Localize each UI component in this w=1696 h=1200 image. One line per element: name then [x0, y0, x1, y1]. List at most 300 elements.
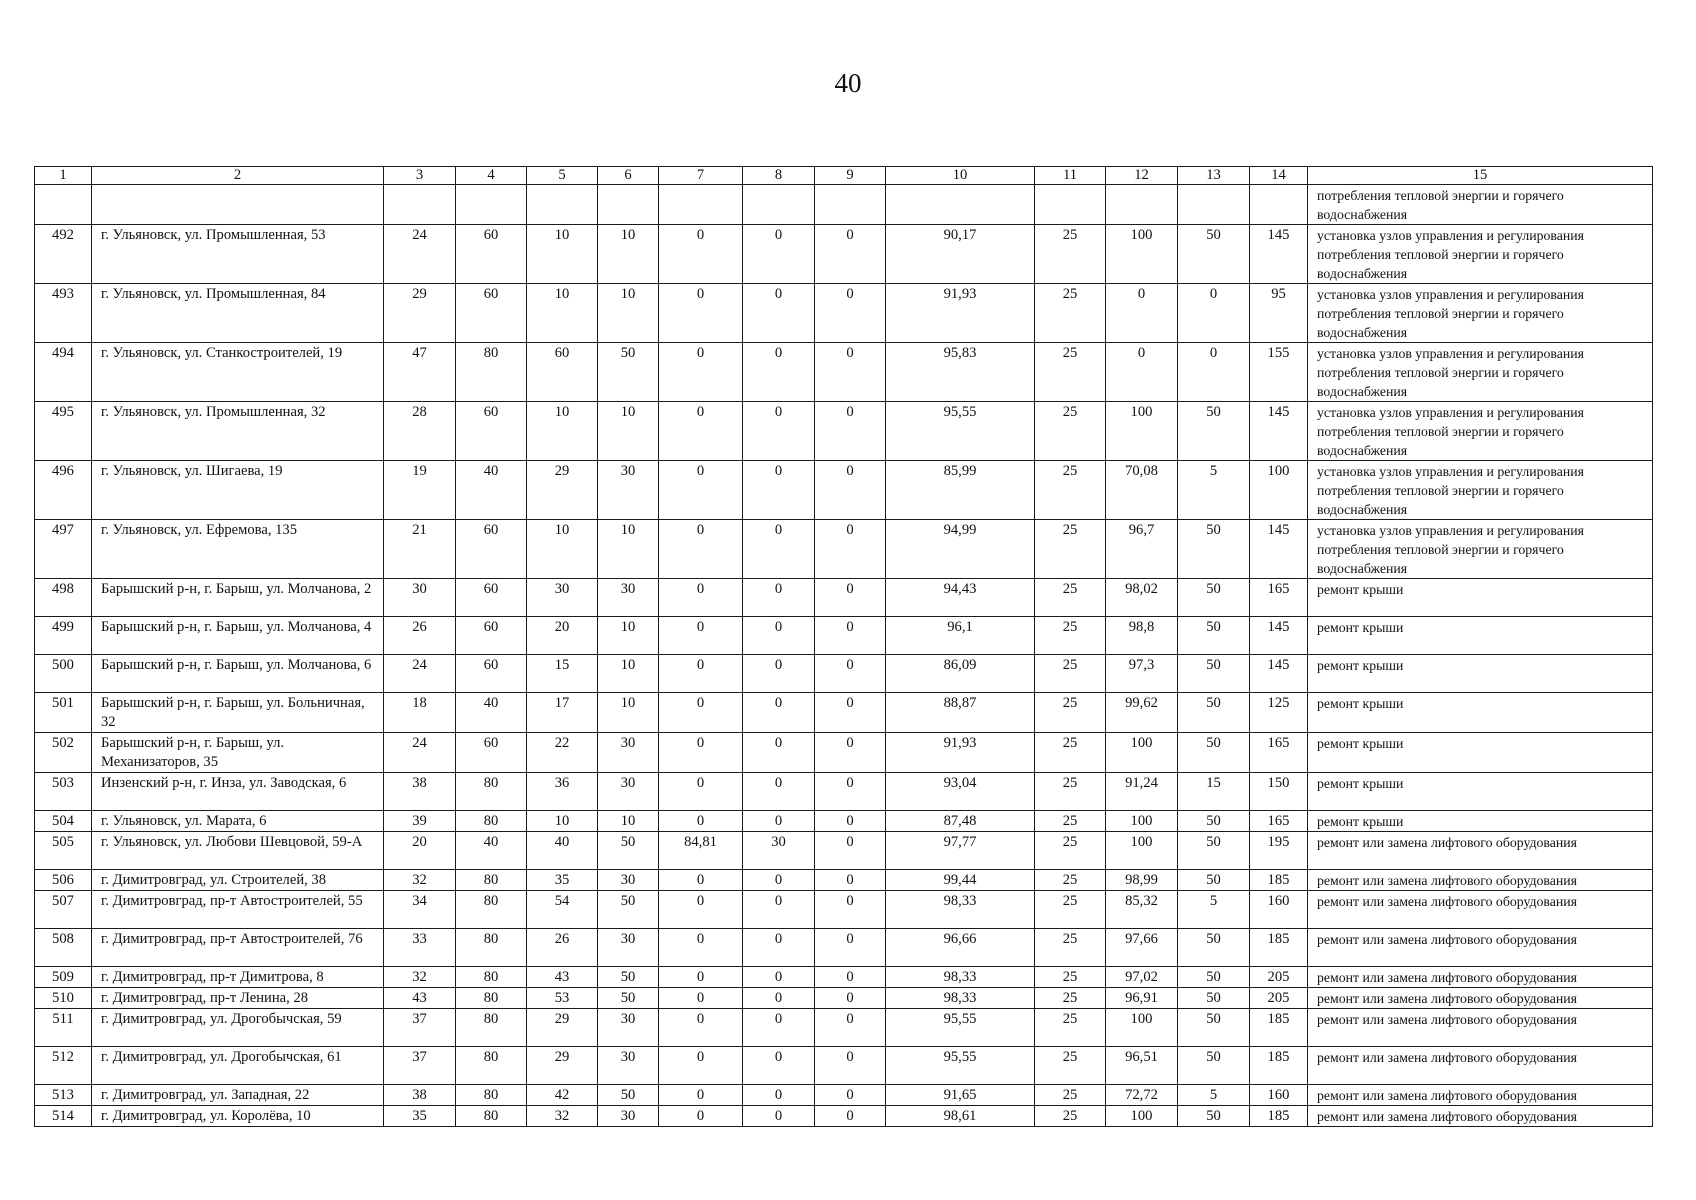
cell-c5: 35 — [527, 870, 598, 891]
cell-c7: 0 — [659, 1106, 743, 1127]
cell-c7: 0 — [659, 402, 743, 461]
cell-work-type: ремонт или замена лифтового оборудования — [1308, 929, 1653, 967]
cell-c11 — [1035, 185, 1106, 225]
cell-c11: 25 — [1035, 988, 1106, 1009]
cell-c14: 150 — [1250, 773, 1308, 811]
cell-c6: 10 — [598, 520, 659, 579]
cell-c8: 0 — [743, 617, 815, 655]
cell-work-type: установка узлов управления и регулирования потребления тепловой энергии и горячего водоснабжения — [1308, 402, 1653, 461]
cell-c7: 0 — [659, 988, 743, 1009]
cell-c14: 100 — [1250, 461, 1308, 520]
cell-c10: 94,43 — [886, 579, 1035, 617]
cell-c9: 0 — [815, 870, 886, 891]
cell-num: 501 — [35, 693, 92, 733]
cell-address: г. Ульяновск, ул. Промышленная, 32 — [92, 402, 384, 461]
cell-c3: 47 — [384, 343, 456, 402]
cell-address — [92, 185, 384, 225]
cell-c9: 9 — [815, 167, 886, 185]
cell-c10: 98,33 — [886, 988, 1035, 1009]
cell-address: г. Ульяновск, ул. Шигаева, 19 — [92, 461, 384, 520]
cell-c3: 32 — [384, 870, 456, 891]
cell-c12: 98,8 — [1106, 617, 1178, 655]
cell-c6: 30 — [598, 1106, 659, 1127]
cell-c13: 50 — [1178, 693, 1250, 733]
cell-c4: 80 — [456, 988, 527, 1009]
cell-c5: 42 — [527, 1085, 598, 1106]
cell-num: 500 — [35, 655, 92, 693]
cell-c12: 100 — [1106, 733, 1178, 773]
cell-c10: 98,33 — [886, 891, 1035, 929]
cell-work-type: ремонт крыши — [1308, 733, 1653, 773]
cell-c9: 0 — [815, 461, 886, 520]
cell-c3: 18 — [384, 693, 456, 733]
cell-c4: 80 — [456, 891, 527, 929]
cell-c5: 32 — [527, 1106, 598, 1127]
cell-c12: 100 — [1106, 811, 1178, 832]
cell-c13: 50 — [1178, 929, 1250, 967]
cell-c10: 91,93 — [886, 284, 1035, 343]
cell-c7: 0 — [659, 733, 743, 773]
cell-c3: 3 — [384, 167, 456, 185]
cell-c7: 0 — [659, 773, 743, 811]
cell-c7: 0 — [659, 520, 743, 579]
cell-c11: 25 — [1035, 1009, 1106, 1047]
cell-c14: 185 — [1250, 1047, 1308, 1085]
cell-c4: 80 — [456, 1009, 527, 1047]
cell-c4: 60 — [456, 284, 527, 343]
table-row — [35, 520, 1653, 579]
cell-c9: 0 — [815, 402, 886, 461]
cell-address: г. Ульяновск, ул. Ефремова, 135 — [92, 520, 384, 579]
cell-c5: 17 — [527, 693, 598, 733]
cell-c4: 80 — [456, 811, 527, 832]
cell-c9: 0 — [815, 967, 886, 988]
cell-c8: 0 — [743, 693, 815, 733]
cell-work-type: потребления тепловой энергии и горячего водоснабжения — [1308, 185, 1653, 225]
cell-address: г. Димитровград, ул. Дрогобычская, 59 — [92, 1009, 384, 1047]
cell-c13 — [1178, 185, 1250, 225]
cell-c6: 30 — [598, 1009, 659, 1047]
cell-c11: 25 — [1035, 891, 1106, 929]
cell-c7: 0 — [659, 225, 743, 284]
cell-c6: 50 — [598, 343, 659, 402]
cell-c11: 25 — [1035, 693, 1106, 733]
cell-c4: 80 — [456, 870, 527, 891]
cell-c8: 0 — [743, 343, 815, 402]
cell-c12: 97,02 — [1106, 967, 1178, 988]
cell-c11: 25 — [1035, 832, 1106, 870]
cell-c12: 100 — [1106, 402, 1178, 461]
cell-num — [35, 185, 92, 225]
cell-c12: 100 — [1106, 832, 1178, 870]
cell-address: г. Ульяновск, ул. Промышленная, 84 — [92, 284, 384, 343]
cell-work-type: ремонт или замена лифтового оборудования — [1308, 1009, 1653, 1047]
cell-c8: 0 — [743, 967, 815, 988]
cell-c11: 25 — [1035, 402, 1106, 461]
cell-address: г. Димитровград, пр-т Автостроителей, 76 — [92, 929, 384, 967]
cell-c6: 10 — [598, 225, 659, 284]
cell-address: г. Ульяновск, ул. Промышленная, 53 — [92, 225, 384, 284]
cell-c6: 50 — [598, 967, 659, 988]
cell-c7: 0 — [659, 967, 743, 988]
cell-c3: 43 — [384, 988, 456, 1009]
cell-c12: 98,02 — [1106, 579, 1178, 617]
cell-c3: 38 — [384, 773, 456, 811]
cell-c12: 70,08 — [1106, 461, 1178, 520]
cell-c6: 30 — [598, 1047, 659, 1085]
cell-c4: 80 — [456, 1085, 527, 1106]
cell-c11: 25 — [1035, 520, 1106, 579]
cell-c7: 84,81 — [659, 832, 743, 870]
cell-c5: 10 — [527, 402, 598, 461]
cell-c7: 7 — [659, 167, 743, 185]
cell-c4: 80 — [456, 929, 527, 967]
cell-c3: 37 — [384, 1009, 456, 1047]
cell-c3: 21 — [384, 520, 456, 579]
cell-num: 502 — [35, 733, 92, 773]
cell-c12: 99,62 — [1106, 693, 1178, 733]
cell-c14: 145 — [1250, 225, 1308, 284]
cell-c4: 60 — [456, 617, 527, 655]
cell-c13: 5 — [1178, 891, 1250, 929]
cell-c13: 50 — [1178, 1047, 1250, 1085]
table-row — [35, 773, 1653, 811]
cell-c3: 28 — [384, 402, 456, 461]
cell-c4: 60 — [456, 520, 527, 579]
cell-c9 — [815, 185, 886, 225]
cell-c9: 0 — [815, 1047, 886, 1085]
cell-c4: 60 — [456, 402, 527, 461]
cell-c8: 0 — [743, 655, 815, 693]
cell-c4: 60 — [456, 733, 527, 773]
cell-c4: 60 — [456, 579, 527, 617]
cell-c13: 50 — [1178, 967, 1250, 988]
continuation-row — [35, 185, 1653, 225]
cell-c12: 96,7 — [1106, 520, 1178, 579]
cell-c6: 30 — [598, 733, 659, 773]
cell-c13: 50 — [1178, 579, 1250, 617]
table-row — [35, 461, 1653, 520]
cell-num: 499 — [35, 617, 92, 655]
cell-c8: 0 — [743, 870, 815, 891]
cell-num: 508 — [35, 929, 92, 967]
cell-c10: 97,77 — [886, 832, 1035, 870]
cell-num: 494 — [35, 343, 92, 402]
cell-c12: 97,66 — [1106, 929, 1178, 967]
cell-num: 505 — [35, 832, 92, 870]
cell-num: 495 — [35, 402, 92, 461]
cell-c10: 88,87 — [886, 693, 1035, 733]
table-row — [35, 733, 1653, 773]
cell-c11: 25 — [1035, 1085, 1106, 1106]
cell-work-type: ремонт или замена лифтового оборудования — [1308, 870, 1653, 891]
cell-c9: 0 — [815, 891, 886, 929]
cell-c7: 0 — [659, 891, 743, 929]
cell-c6: 10 — [598, 402, 659, 461]
cell-c14: 145 — [1250, 655, 1308, 693]
cell-address: г. Димитровград, пр-т Ленина, 28 — [92, 988, 384, 1009]
cell-address: г. Димитровград, ул. Строителей, 38 — [92, 870, 384, 891]
cell-c9: 0 — [815, 693, 886, 733]
cell-c4: 80 — [456, 773, 527, 811]
cell-c8: 0 — [743, 520, 815, 579]
cell-c4: 80 — [456, 1106, 527, 1127]
cell-work-type: ремонт крыши — [1308, 811, 1653, 832]
cell-address: Барышский р-н, г. Барыш, ул. Молчанова, 6 — [92, 655, 384, 693]
cell-c11: 25 — [1035, 929, 1106, 967]
cell-num: 504 — [35, 811, 92, 832]
cell-c3: 38 — [384, 1085, 456, 1106]
cell-c3: 37 — [384, 1047, 456, 1085]
cell-c11: 25 — [1035, 773, 1106, 811]
cell-work-type: установка узлов управления и регулирования потребления тепловой энергии и горячего водоснабжения — [1308, 343, 1653, 402]
cell-c3 — [384, 185, 456, 225]
cell-work-type: ремонт или замена лифтового оборудования — [1308, 891, 1653, 929]
cell-c8: 0 — [743, 1047, 815, 1085]
cell-c6: 10 — [598, 655, 659, 693]
cell-address: Барышский р-н, г. Барыш, ул. Механизаторов, 35 — [92, 733, 384, 773]
cell-c5: 53 — [527, 988, 598, 1009]
table-body — [35, 167, 1653, 1127]
cell-c10: 96,66 — [886, 929, 1035, 967]
cell-c4: 60 — [456, 655, 527, 693]
cell-c8 — [743, 185, 815, 225]
table-row — [35, 1085, 1653, 1106]
cell-c13: 0 — [1178, 284, 1250, 343]
cell-num: 514 — [35, 1106, 92, 1127]
cell-c4: 80 — [456, 343, 527, 402]
cell-c5: 22 — [527, 733, 598, 773]
cell-address: г. Ульяновск, ул. Любови Шевцовой, 59-А — [92, 832, 384, 870]
cell-c14: 145 — [1250, 402, 1308, 461]
cell-c3: 24 — [384, 733, 456, 773]
cell-c10: 95,55 — [886, 402, 1035, 461]
cell-c14 — [1250, 185, 1308, 225]
cell-c12: 100 — [1106, 1106, 1178, 1127]
cell-num: 497 — [35, 520, 92, 579]
cell-work-type: ремонт или замена лифтового оборудования — [1308, 967, 1653, 988]
table-row — [35, 1106, 1653, 1127]
cell-address: Барышский р-н, г. Барыш, ул. Молчанова, 2 — [92, 579, 384, 617]
cell-c9: 0 — [815, 617, 886, 655]
cell-c13: 50 — [1178, 1009, 1250, 1047]
cell-work-type: ремонт крыши — [1308, 655, 1653, 693]
table-row — [35, 967, 1653, 988]
cell-c11: 25 — [1035, 967, 1106, 988]
cell-c14: 160 — [1250, 891, 1308, 929]
cell-c6: 30 — [598, 461, 659, 520]
cell-c11: 25 — [1035, 655, 1106, 693]
cell-c11: 25 — [1035, 225, 1106, 284]
cell-c3: 20 — [384, 832, 456, 870]
cell-c11: 25 — [1035, 870, 1106, 891]
cell-c11: 25 — [1035, 579, 1106, 617]
cell-c9: 0 — [815, 733, 886, 773]
cell-c8: 0 — [743, 733, 815, 773]
cell-c8: 0 — [743, 1085, 815, 1106]
cell-c12: 91,24 — [1106, 773, 1178, 811]
cell-work-type: ремонт или замена лифтового оборудования — [1308, 1047, 1653, 1085]
cell-c6: 10 — [598, 617, 659, 655]
cell-c11: 25 — [1035, 1047, 1106, 1085]
table-row — [35, 1009, 1653, 1047]
cell-c11: 25 — [1035, 461, 1106, 520]
cell-c5: 5 — [527, 167, 598, 185]
cell-c11: 25 — [1035, 617, 1106, 655]
cell-c6: 50 — [598, 891, 659, 929]
cell-c7: 0 — [659, 343, 743, 402]
cell-c5: 26 — [527, 929, 598, 967]
cell-c3: 35 — [384, 1106, 456, 1127]
cell-c10: 94,99 — [886, 520, 1035, 579]
cell-c6: 30 — [598, 773, 659, 811]
cell-address: г. Димитровград, пр-т Автостроителей, 55 — [92, 891, 384, 929]
cell-c8: 0 — [743, 284, 815, 343]
cell-c7: 0 — [659, 284, 743, 343]
cell-c10: 90,17 — [886, 225, 1035, 284]
cell-address: г. Димитровград, пр-т Димитрова, 8 — [92, 967, 384, 988]
cell-num: 509 — [35, 967, 92, 988]
cell-c14: 165 — [1250, 579, 1308, 617]
cell-c5: 29 — [527, 1009, 598, 1047]
cell-c12: 12 — [1106, 167, 1178, 185]
cell-c6: 6 — [598, 167, 659, 185]
cell-c14: 160 — [1250, 1085, 1308, 1106]
cell-address: 2 — [92, 167, 384, 185]
cell-c8: 30 — [743, 832, 815, 870]
cell-c12: 0 — [1106, 284, 1178, 343]
cell-c14: 145 — [1250, 617, 1308, 655]
cell-c10: 87,48 — [886, 811, 1035, 832]
cell-c7: 0 — [659, 811, 743, 832]
table-row — [35, 929, 1653, 967]
cell-c5: 40 — [527, 832, 598, 870]
cell-num: 511 — [35, 1009, 92, 1047]
cell-work-type: ремонт или замена лифтового оборудования — [1308, 1106, 1653, 1127]
cell-c12: 97,3 — [1106, 655, 1178, 693]
cell-c8: 8 — [743, 167, 815, 185]
cell-c10: 95,55 — [886, 1009, 1035, 1047]
cell-c5: 10 — [527, 225, 598, 284]
cell-work-type: ремонт крыши — [1308, 579, 1653, 617]
cell-c3: 39 — [384, 811, 456, 832]
table-row — [35, 870, 1653, 891]
cell-c14: 145 — [1250, 520, 1308, 579]
cell-num: 510 — [35, 988, 92, 1009]
cell-c10: 93,04 — [886, 773, 1035, 811]
cell-c3: 30 — [384, 579, 456, 617]
cell-c6: 50 — [598, 988, 659, 1009]
cell-c12: 96,91 — [1106, 988, 1178, 1009]
cell-c4: 80 — [456, 967, 527, 988]
cell-c9: 0 — [815, 832, 886, 870]
cell-c7: 0 — [659, 579, 743, 617]
table-row — [35, 1047, 1653, 1085]
cell-c12: 98,99 — [1106, 870, 1178, 891]
cell-c13: 50 — [1178, 655, 1250, 693]
cell-num: 513 — [35, 1085, 92, 1106]
cell-c10: 91,65 — [886, 1085, 1035, 1106]
cell-c13: 50 — [1178, 225, 1250, 284]
cell-c8: 0 — [743, 1009, 815, 1047]
cell-c13: 50 — [1178, 1106, 1250, 1127]
cell-c12: 100 — [1106, 225, 1178, 284]
cell-num: 512 — [35, 1047, 92, 1085]
cell-work-type: ремонт или замена лифтового оборудования — [1308, 1085, 1653, 1106]
cell-c9: 0 — [815, 579, 886, 617]
table-row — [35, 617, 1653, 655]
cell-c9: 0 — [815, 1085, 886, 1106]
cell-c6: 30 — [598, 929, 659, 967]
cell-num: 493 — [35, 284, 92, 343]
cell-c5: 30 — [527, 579, 598, 617]
header-row — [35, 167, 1653, 185]
cell-c6: 50 — [598, 1085, 659, 1106]
cell-address: Инзенский р-н, г. Инза, ул. Заводская, 6 — [92, 773, 384, 811]
cell-c9: 0 — [815, 343, 886, 402]
cell-address: Барышский р-н, г. Барыш, ул. Больничная, 32 — [92, 693, 384, 733]
cell-c8: 0 — [743, 811, 815, 832]
cell-c14: 185 — [1250, 870, 1308, 891]
cell-c4: 40 — [456, 832, 527, 870]
cell-c10: 86,09 — [886, 655, 1035, 693]
cell-c12: 85,32 — [1106, 891, 1178, 929]
cell-c14: 185 — [1250, 1106, 1308, 1127]
cell-num: 503 — [35, 773, 92, 811]
cell-c5: 10 — [527, 520, 598, 579]
cell-work-type: ремонт или замена лифтового оборудования — [1308, 832, 1653, 870]
cell-work-type: установка узлов управления и регулирования потребления тепловой энергии и горячего водоснабжения — [1308, 461, 1653, 520]
cell-c4: 60 — [456, 225, 527, 284]
cell-c12: 96,51 — [1106, 1047, 1178, 1085]
table-row — [35, 343, 1653, 402]
cell-c5: 60 — [527, 343, 598, 402]
cell-c7: 0 — [659, 929, 743, 967]
cell-c5: 43 — [527, 967, 598, 988]
cell-num: 507 — [35, 891, 92, 929]
cell-c6: 50 — [598, 832, 659, 870]
cell-c10: 99,44 — [886, 870, 1035, 891]
cell-c14: 125 — [1250, 693, 1308, 733]
table-row — [35, 811, 1653, 832]
cell-c7: 0 — [659, 461, 743, 520]
cell-address: г. Димитровград, ул. Западная, 22 — [92, 1085, 384, 1106]
cell-c14: 195 — [1250, 832, 1308, 870]
cell-c6: 30 — [598, 579, 659, 617]
cell-c3: 24 — [384, 655, 456, 693]
table-row — [35, 579, 1653, 617]
cell-num: 506 — [35, 870, 92, 891]
cell-c4: 40 — [456, 461, 527, 520]
cell-c14: 95 — [1250, 284, 1308, 343]
cell-c9: 0 — [815, 225, 886, 284]
cell-c7: 0 — [659, 693, 743, 733]
table-row — [35, 225, 1653, 284]
cell-c14: 14 — [1250, 167, 1308, 185]
cell-c5: 20 — [527, 617, 598, 655]
cell-c14: 165 — [1250, 811, 1308, 832]
cell-c8: 0 — [743, 773, 815, 811]
cell-c12: 72,72 — [1106, 1085, 1178, 1106]
cell-c9: 0 — [815, 988, 886, 1009]
cell-work-type: ремонт крыши — [1308, 693, 1653, 733]
cell-c14: 205 — [1250, 988, 1308, 1009]
cell-c3: 34 — [384, 891, 456, 929]
cell-c10: 10 — [886, 167, 1035, 185]
cell-work-type: установка узлов управления и регулирования потребления тепловой энергии и горячего водоснабжения — [1308, 520, 1653, 579]
cell-c7: 0 — [659, 1085, 743, 1106]
cell-c8: 0 — [743, 891, 815, 929]
